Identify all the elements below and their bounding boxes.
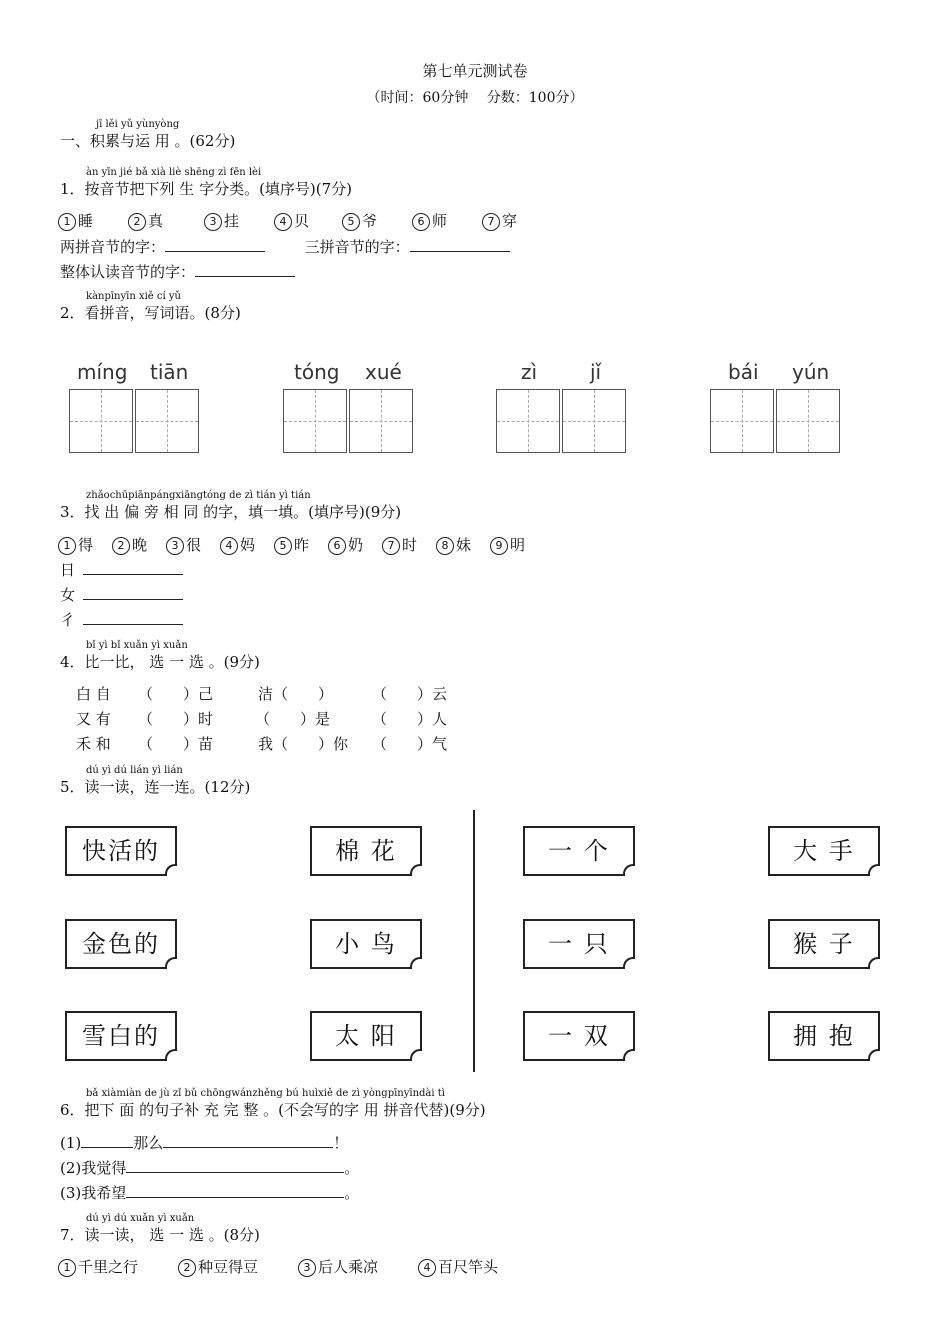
three-syllable-label: 三拼音节的字： — [304, 238, 410, 256]
q7-pinyin: dú yì dú xuǎn yì xuǎn — [86, 1213, 195, 1224]
q4-blank[interactable]: （ ）云 — [372, 685, 448, 703]
page-fold-icon — [410, 864, 422, 876]
card-text: 一 双 — [548, 1022, 610, 1050]
card-text: 拥 抱 — [793, 1022, 855, 1050]
circled-number: 4 — [220, 537, 238, 555]
item-prefix: (3)我希望 — [60, 1184, 127, 1202]
q1-two-syllable-row — [60, 236, 510, 257]
q4-pair: 又 有 — [76, 710, 111, 728]
grid-pinyin: tóng — [294, 360, 340, 384]
grid-pinyin: xué — [365, 360, 402, 384]
page-fold-icon — [868, 864, 880, 876]
card-text: 小 鸟 — [335, 930, 397, 958]
circled-number: 1 — [58, 213, 76, 231]
q3-radical-row — [60, 609, 183, 630]
q1-option — [58, 210, 128, 231]
q3-option — [328, 534, 382, 555]
q3-radical-row — [60, 584, 183, 605]
grid-pinyin: yún — [792, 360, 830, 384]
match-card[interactable] — [768, 919, 880, 969]
q3-option — [382, 534, 436, 555]
match-card[interactable] — [310, 1011, 422, 1061]
page-title: 第七单元测试卷 — [422, 62, 528, 80]
answer-blank[interactable] — [126, 1183, 344, 1198]
page-fold-icon — [165, 957, 177, 969]
grid-pinyin: jǐ — [590, 360, 602, 384]
option-char: 师 — [432, 212, 448, 230]
q3-option — [274, 534, 328, 555]
q6-item — [60, 1182, 359, 1203]
option-char: 真 — [148, 212, 164, 230]
writing-grid-cell[interactable] — [496, 389, 560, 453]
q3-options — [58, 534, 540, 555]
q1-whole-syllable-row — [60, 261, 295, 282]
page-fold-icon — [623, 957, 635, 969]
q1-option — [342, 210, 412, 231]
option-char: 时 — [402, 536, 418, 554]
card-text: 一 只 — [548, 930, 610, 958]
circled-number: 3 — [166, 537, 184, 555]
q1-option — [128, 210, 204, 231]
item-prefix: (1) — [60, 1134, 82, 1152]
q1-option — [412, 210, 482, 231]
grid-pinyin: bái — [728, 360, 759, 384]
q1-pinyin: àn yīn jié bǎ xià liè shēng zì fēn lèi — [86, 167, 262, 178]
grid-pinyin: zì — [521, 360, 538, 384]
q3-option — [220, 534, 274, 555]
card-text: 猴 子 — [793, 930, 855, 958]
circled-number: 6 — [328, 537, 346, 555]
writing-grid-cell[interactable] — [349, 389, 413, 453]
column-divider — [473, 810, 475, 1072]
page-fold-icon — [165, 1049, 177, 1061]
match-card[interactable] — [65, 826, 177, 876]
q4-pinyin: bǐ yì bǐ xuǎn yì xuǎn — [86, 640, 188, 651]
option-char: 妹 — [456, 536, 472, 554]
writing-grid-cell[interactable] — [710, 389, 774, 453]
radical-label: 彳 — [60, 611, 76, 629]
answer-blank[interactable] — [165, 237, 265, 252]
q1-option — [482, 210, 542, 231]
card-text: 一 个 — [548, 837, 610, 865]
grid-pinyin: tiān — [150, 360, 189, 384]
card-text: 太 阳 — [335, 1022, 397, 1050]
answer-blank[interactable] — [126, 1158, 344, 1173]
match-card[interactable] — [310, 919, 422, 969]
option-text: 百尺竿头 — [438, 1258, 499, 1276]
circled-number: 2 — [178, 1259, 196, 1277]
item-end: ！ — [333, 1134, 349, 1152]
answer-blank[interactable] — [83, 585, 183, 600]
page-fold-icon — [868, 957, 880, 969]
whole-syllable-label: 整体认读音节的字： — [60, 263, 196, 281]
q7-text: 7．读一读， 选 一 选 。(8分) — [60, 1226, 260, 1244]
circled-number: 7 — [382, 537, 400, 555]
page-fold-icon — [410, 957, 422, 969]
option-char: 得 — [78, 536, 94, 554]
q4-text: 4．比一比， 选 一 选 。(9分) — [60, 653, 260, 671]
circled-number: 1 — [58, 537, 76, 555]
card-text: 雪白的 — [82, 1022, 160, 1050]
two-syllable-label: 两拼音节的字： — [60, 238, 166, 256]
page-fold-icon — [410, 1049, 422, 1061]
option-char: 睡 — [78, 212, 94, 230]
q4-blank[interactable]: （ ）是 — [255, 710, 331, 728]
q1-options — [58, 210, 542, 231]
q7-option — [298, 1256, 418, 1277]
q7-options — [58, 1256, 528, 1277]
q4-blank[interactable]: （ ）己 — [138, 685, 214, 703]
circled-number: 4 — [274, 213, 292, 231]
option-char: 昨 — [294, 536, 310, 554]
circled-number: 3 — [204, 213, 222, 231]
option-text: 千里之行 — [78, 1258, 139, 1276]
option-text: 后人乘凉 — [318, 1258, 379, 1276]
radical-label: 女 — [60, 586, 76, 604]
option-char: 爷 — [362, 212, 378, 230]
match-card[interactable] — [523, 919, 635, 969]
q5-text: 5．读一读，连一连。(12分) — [60, 778, 251, 796]
q4-blank[interactable]: （ ）苗 — [138, 735, 214, 753]
radical-label: 日 — [60, 561, 76, 579]
option-char: 挂 — [224, 212, 240, 230]
answer-blank[interactable] — [163, 1133, 333, 1148]
page-fold-icon — [165, 864, 177, 876]
q1-option — [204, 210, 274, 231]
q1-option — [274, 210, 342, 231]
circled-number: 5 — [274, 537, 292, 555]
circled-number: 4 — [418, 1259, 436, 1277]
card-text: 棉 花 — [335, 837, 397, 865]
card-text: 大 手 — [793, 837, 855, 865]
q4-blank[interactable]: （ ）人 — [372, 710, 448, 728]
item-end: 。 — [344, 1184, 360, 1202]
match-card[interactable] — [523, 826, 635, 876]
circled-number: 1 — [58, 1259, 76, 1277]
match-card[interactable] — [65, 1011, 177, 1061]
q7-option — [58, 1256, 178, 1277]
match-card[interactable] — [310, 826, 422, 876]
q6-text: 6．把下 面 的句子补 充 完 整 。(不会写的字 用 拼音代替)(9分) — [60, 1101, 486, 1119]
answer-blank[interactable] — [195, 262, 295, 277]
match-card[interactable] — [65, 919, 177, 969]
item-prefix: (2)我觉得 — [60, 1159, 127, 1177]
q6-item — [60, 1132, 348, 1153]
q4-blank[interactable]: （ ）气 — [372, 735, 448, 753]
q3-text: 3．找 出 偏 旁 相 同 的字，填一填。(填序号)(9分) — [60, 503, 402, 521]
option-char: 奶 — [348, 536, 364, 554]
circled-number: 7 — [482, 213, 500, 231]
item-mid: 那么 — [133, 1134, 164, 1152]
answer-blank[interactable] — [83, 560, 183, 575]
q3-pinyin: zhǎochūpiānpángxiāngtóng de zì tián yì tián — [86, 490, 311, 501]
answer-blank[interactable] — [81, 1133, 133, 1148]
q7-option — [418, 1256, 528, 1277]
q3-option — [112, 534, 166, 555]
writing-grid-cell[interactable] — [135, 389, 199, 453]
q3-option — [490, 534, 540, 555]
option-text: 种豆得豆 — [198, 1258, 259, 1276]
circled-number: 8 — [436, 537, 454, 555]
card-text: 快活的 — [82, 837, 160, 865]
circled-number: 9 — [490, 537, 508, 555]
q4-blank[interactable]: （ ）时 — [138, 710, 214, 728]
page-fold-icon — [623, 864, 635, 876]
option-char: 明 — [510, 536, 526, 554]
option-char: 穿 — [502, 212, 518, 230]
q3-option — [58, 534, 112, 555]
circled-number: 5 — [342, 213, 360, 231]
option-char: 妈 — [240, 536, 256, 554]
q3-radical-row — [60, 559, 183, 580]
circled-number: 3 — [298, 1259, 316, 1277]
option-char: 很 — [186, 536, 202, 554]
page-subtitle: （时间：60分钟 分数：100分） — [366, 90, 584, 106]
q5-pinyin: dú yì dú lián yì lián — [86, 765, 183, 776]
section1-heading: 一、积累与运 用 。(62分) — [60, 132, 236, 150]
q3-option — [166, 534, 220, 555]
card-text: 金色的 — [82, 930, 160, 958]
q7-option — [178, 1256, 298, 1277]
q4-pair: 白 自 — [76, 685, 111, 703]
answer-blank[interactable] — [410, 237, 510, 252]
section1-pinyin: jī lěi yǔ yùnyòng — [96, 119, 180, 130]
circled-number: 6 — [412, 213, 430, 231]
page-fold-icon — [623, 1049, 635, 1061]
answer-blank[interactable] — [83, 610, 183, 625]
writing-grid-cell[interactable] — [283, 389, 347, 453]
writing-grid-cell[interactable] — [776, 389, 840, 453]
writing-grid-cell[interactable] — [69, 389, 133, 453]
match-card[interactable] — [523, 1011, 635, 1061]
q1-text: 1．按音节把下列 生 字分类。(填序号)(7分) — [60, 180, 353, 198]
writing-grid-cell[interactable] — [562, 389, 626, 453]
q4-blank[interactable]: 洁（ ） — [258, 685, 334, 703]
circled-number: 2 — [128, 213, 146, 231]
option-char: 晚 — [132, 536, 148, 554]
q6-pinyin: bǎ xiàmiàn de jù zǐ bǔ chōngwánzhěng bú huìxiě de zì yòngpīnyīndài tì — [86, 1088, 445, 1099]
q2-text: 2．看拼音，写词语。(8分) — [60, 304, 241, 322]
page-fold-icon — [868, 1049, 880, 1061]
q2-pinyin: kànpīnyīn xiě cí yǔ — [86, 291, 181, 302]
grid-pinyin: míng — [77, 360, 128, 384]
q4-blank[interactable]: 我（ ）你 — [258, 735, 349, 753]
match-card[interactable] — [768, 1011, 880, 1061]
option-char: 贝 — [294, 212, 310, 230]
match-card[interactable] — [768, 826, 880, 876]
q4-pair: 禾 和 — [76, 735, 111, 753]
item-end: 。 — [344, 1159, 360, 1177]
circled-number: 2 — [112, 537, 130, 555]
q6-item — [60, 1157, 359, 1178]
q3-option — [436, 534, 490, 555]
